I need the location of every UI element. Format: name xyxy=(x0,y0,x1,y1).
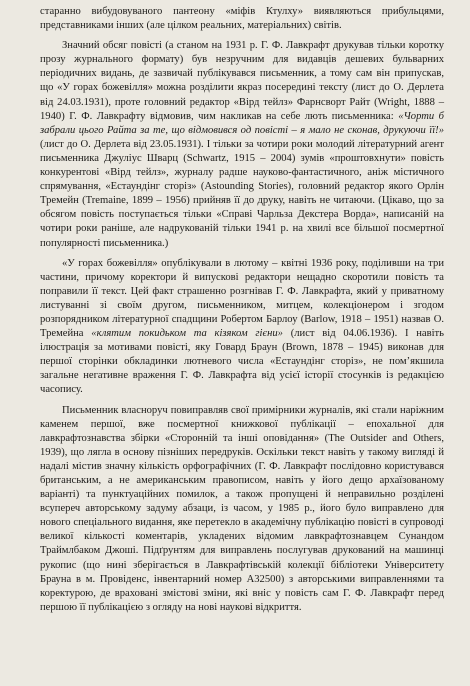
paragraph-2-quote: «Чорти б забрали цього Райта за те, що відмовився од повісті – я мало не сконав, друкуючи її!» xyxy=(40,110,444,136)
paragraph-3-quote: «клятим покидьком та кізяком гієни» xyxy=(91,328,283,340)
paragraph-3 xyxy=(40,257,444,398)
paragraph-3-text-a: «У горах божевілля» опублікували в лютому – квітні 1936 року, поділивши на три частини, причому коректори й випускові редактори нещадно скоротили повість та поправили її текст. Цей факт страшенно розгнівав Г. Ф. Лавкрафта, який у приватному листуванні зі своїм другом, письменником, митцем, колекціонером і згодом розпорядником літературної спадщини Робертом Барлоу (Barlow, 1918 – 1951) назвав О. Тремейна xyxy=(40,257,444,340)
paragraph-2 xyxy=(40,39,444,250)
paragraph-2-text-a: Значний обсяг повісті (а станом на 1931 р. Г. Ф. Лавкрафт друкував тільки коротку прозу журнального формату) був незручним для видавців дешевих бульварних періодичних видань, де зазвичай публікувався письменник, а тому сам він припускав, що «У горах божевілля» можна розділити якраз посередині тексту (лист до О. Дерлета від 24.03.1931), проте головний редактор «Вірд тейлз» Фарнсворт Райт (Wright, 1888 – 1940) Г. Ф. Лавкрафту відмовив, чим накликав на себе лють письменника: xyxy=(40,40,444,122)
paragraph-4-text: Письменник власноруч повиправляв свої примірники журналів, які стали наріжним каменем першої, вже посмертної книжкової публікації – епохальної для лавкрафтознавства збірки «Сторонній та інші оповідання» (The Outsider and Others, 1939), що лягла в основу пізніших передруків. Оскільки текст навіть у такому вигляді й надалі містив значну кількість орфографічних (Г. Ф. Лавкрафт послідовно користувався британським, а не американським правописом, навіть у його дещо архаїзованому варіанті) та пунктуаційних помилок, а також пропущені й неправильно розділені всупереч авторському задуму абзаци, із часом, у 1985 р., його було виправлено для нового спеціального видання, яке перетекло в академічну публікацію повісті в супроводі великої кількості коментарів, укладених відомим лавкрафтознавцем Сунандом Траймлбаком Джоші. Підґрунтям для виправлень послугував друкований на машинці рукопис (що нині зберігається в Лавкрафтівській колекції бібліотеки Університету Брауна в м. Провіденс, інвентарний номер A32500) з авторськими виправленнями та коректурою, де враховані змістові зміни, які вніс у повість сам Г. Ф. Лавкрафт перед першою її публікацією з огляду на нові наукові відкриття. xyxy=(40,404,444,613)
paragraph-4 xyxy=(40,404,444,615)
paragraph-3-text-b: (лист від 04.06.1936). І навіть ілюстрація за мотивами повісті, яку Говард Браун (Brown, 1878 – 1945) виконав для першої сторінки обкладинки лютневого числа «Естаундінг сторіз», не пом’якшила загальне негативне враження Г. Ф. Лавкрафта від усієї історії стосунків із редакцією часопису. xyxy=(40,328,445,396)
paragraph-2-text-b: (лист до О. Дерлета від 23.05.1931). І тільки за чотири роки молодий літературний агент письменника Джуліус Шварц (Schwartz, 1915 – 2004) зумів «проштовхнути» повість конкурентові «Вірд тейлз», журналу радше науково-фантастичного, аніж містичного спрямування, «Естаундінг сторіз» (Astounding Stories), головний редактор якого Орлін Тремейн (Tremaine, 1899 – 1956) прийняв її до друку, навіть не читаючи. (Цікаво, що за обсягом повість поступається тільки «Справі Чарльза Декстера Ворда», написаній на чотири роки раніше, але надрукованій тільки 1941 р. на хвилі все більшої посмертної популярності письменника.) xyxy=(40,138,444,249)
paragraph-1-text: старанно вибудовуваного пантеону «міфів Ктулху» виявляються прибульцями, представниками інших (але цілком реальних, матеріальних) світів. xyxy=(40,6,444,32)
paragraph-1 xyxy=(40,5,444,33)
